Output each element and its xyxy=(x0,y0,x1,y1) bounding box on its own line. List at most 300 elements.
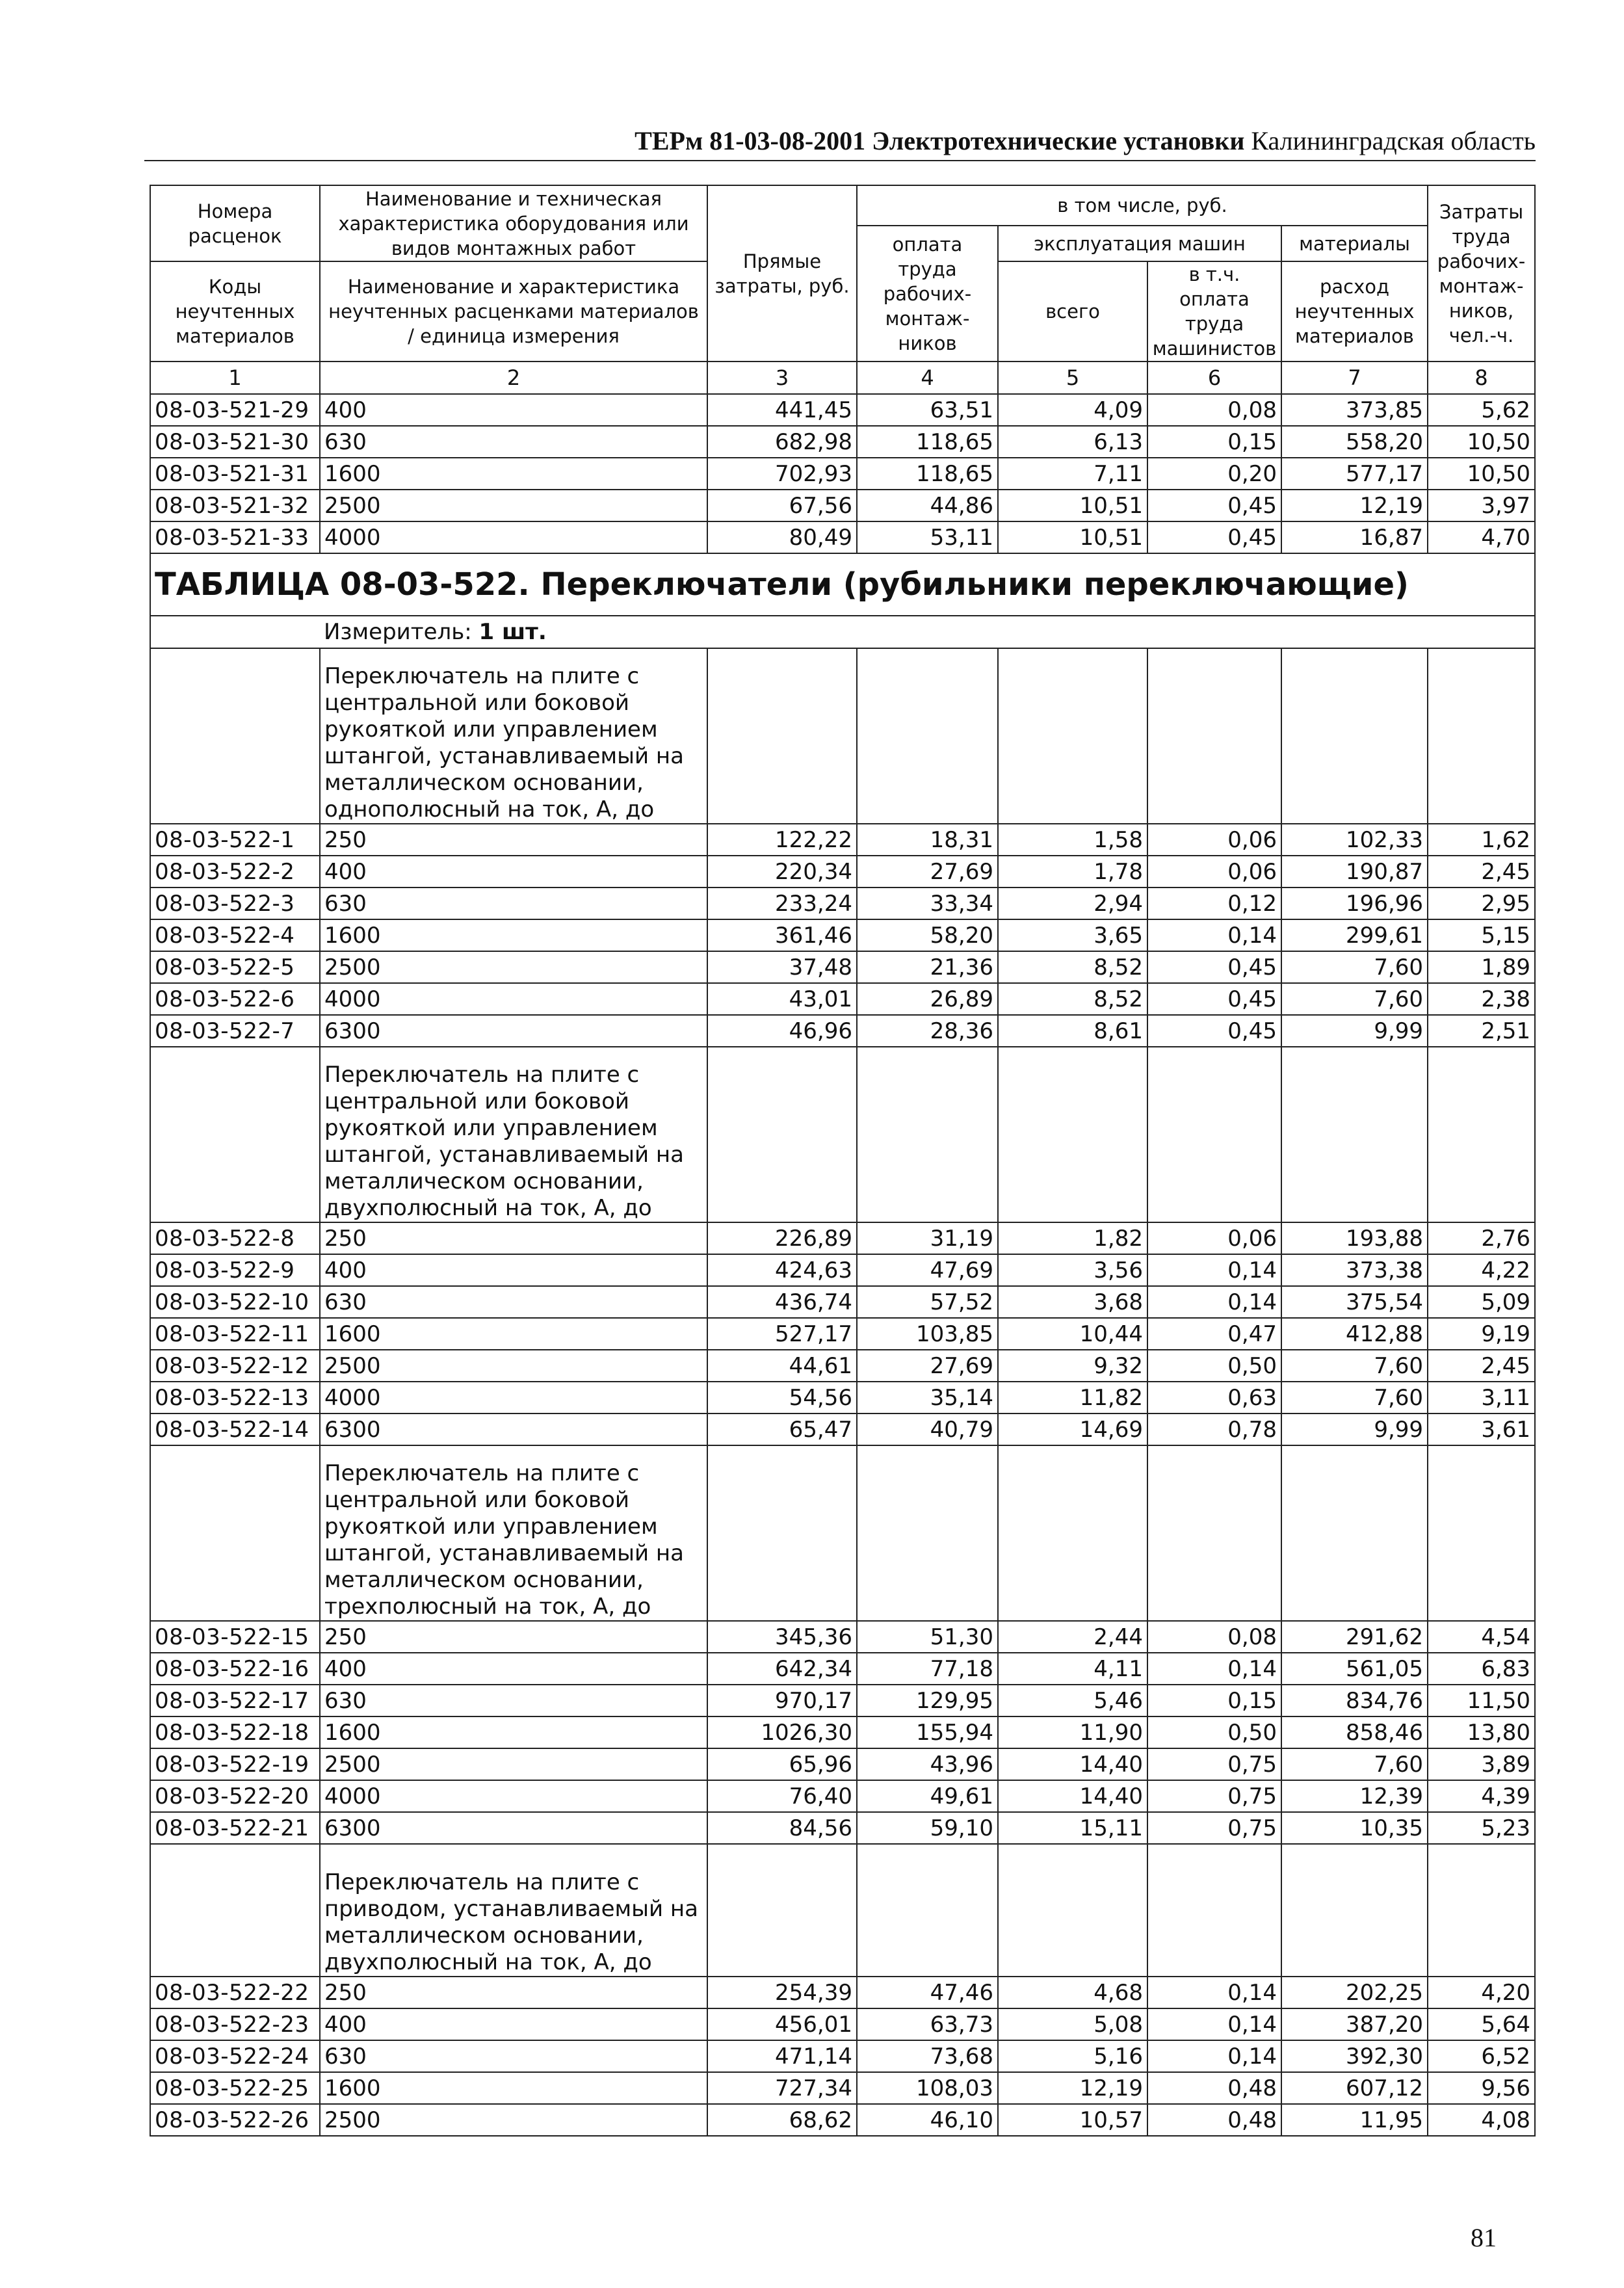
cell-machines: 8,52 xyxy=(998,983,1147,1015)
description-empty-cell xyxy=(998,1047,1147,1222)
cell-labor: 31,19 xyxy=(857,1222,998,1254)
cell-code: 08-03-522-16 xyxy=(150,1653,320,1685)
header-labor-hours: Затраты труда рабочих-монтаж-ников, чел.-ч. xyxy=(1428,185,1535,362)
cell-direct: 220,34 xyxy=(707,856,857,888)
section-description-row xyxy=(150,648,1535,824)
cell-direct: 702,93 xyxy=(707,458,857,490)
cell-code: 08-03-522-7 xyxy=(150,1015,320,1047)
table-row xyxy=(150,1382,1535,1414)
cell-name: 630 xyxy=(320,1685,707,1716)
cell-name: 1600 xyxy=(320,2072,707,2104)
cell-name: 400 xyxy=(320,856,707,888)
cell-operators: 0,14 xyxy=(1147,1254,1281,1286)
table-row xyxy=(150,2072,1535,2104)
cell-materials: 11,95 xyxy=(1281,2104,1428,2136)
measure-label: Измеритель: xyxy=(324,619,472,645)
table-row xyxy=(150,919,1535,951)
table-row xyxy=(150,1780,1535,1812)
cell-code: 08-03-522-4 xyxy=(150,919,320,951)
cell-machines: 14,40 xyxy=(998,1748,1147,1780)
cell-machines: 3,56 xyxy=(998,1254,1147,1286)
cell-operators: 0,08 xyxy=(1147,394,1281,426)
description-empty-cell xyxy=(857,1047,998,1222)
cell-operators: 0,45 xyxy=(1147,1015,1281,1047)
cell-materials: 412,88 xyxy=(1281,1318,1428,1350)
description-empty-cell xyxy=(857,1844,998,1977)
description-empty-cell xyxy=(1428,1047,1535,1222)
cell-materials: 607,12 xyxy=(1281,2072,1428,2104)
cell-materials: 7,60 xyxy=(1281,1382,1428,1414)
cell-direct: 471,14 xyxy=(707,2040,857,2072)
cell-operators: 0,20 xyxy=(1147,458,1281,490)
section-description: Переключатель на плите с приводом, устанавливаемый на металлическом основании, двухполюсный на ток, А, до xyxy=(320,1844,707,1977)
cell-machines: 3,68 xyxy=(998,1286,1147,1318)
cell-machines: 10,51 xyxy=(998,521,1147,553)
cell-labor: 27,69 xyxy=(857,1350,998,1382)
cell-machines: 7,11 xyxy=(998,458,1147,490)
cell-hours: 10,50 xyxy=(1428,458,1535,490)
cell-machines: 5,16 xyxy=(998,2040,1147,2072)
cell-operators: 0,47 xyxy=(1147,1318,1281,1350)
cell-materials: 375,54 xyxy=(1281,1286,1428,1318)
cell-direct: 441,45 xyxy=(707,394,857,426)
cell-code: 08-03-522-23 xyxy=(150,2008,320,2040)
cell-hours: 4,20 xyxy=(1428,1977,1535,2008)
description-empty-cell xyxy=(1281,1047,1428,1222)
cell-hours: 3,97 xyxy=(1428,490,1535,521)
cell-hours: 3,89 xyxy=(1428,1748,1535,1780)
cell-hours: 3,11 xyxy=(1428,1382,1535,1414)
cell-direct: 361,46 xyxy=(707,919,857,951)
cell-direct: 642,34 xyxy=(707,1653,857,1685)
cell-hours: 6,52 xyxy=(1428,2040,1535,2072)
cell-name: 4000 xyxy=(320,983,707,1015)
table-row xyxy=(150,1748,1535,1780)
cell-direct: 345,36 xyxy=(707,1621,857,1653)
cell-materials: 561,05 xyxy=(1281,1653,1428,1685)
description-empty-cell xyxy=(1147,1844,1281,1977)
cell-hours: 1,62 xyxy=(1428,824,1535,856)
cell-operators: 0,48 xyxy=(1147,2104,1281,2136)
cell-labor: 58,20 xyxy=(857,919,998,951)
description-empty-cell xyxy=(1147,648,1281,824)
cell-name: 2500 xyxy=(320,1748,707,1780)
cell-materials: 834,76 xyxy=(1281,1685,1428,1716)
table-row xyxy=(150,888,1535,919)
column-number: 4 xyxy=(857,362,998,394)
cell-operators: 0,15 xyxy=(1147,426,1281,458)
cell-code: 08-03-522-20 xyxy=(150,1780,320,1812)
table-row xyxy=(150,1653,1535,1685)
cell-materials: 373,85 xyxy=(1281,394,1428,426)
cell-materials: 7,60 xyxy=(1281,1748,1428,1780)
cell-labor: 118,65 xyxy=(857,426,998,458)
cell-code: 08-03-522-14 xyxy=(150,1414,320,1445)
cell-code: 08-03-522-5 xyxy=(150,951,320,983)
cell-operators: 0,45 xyxy=(1147,983,1281,1015)
column-number: 5 xyxy=(998,362,1147,394)
rates-table xyxy=(150,185,1536,2137)
cell-machines: 2,44 xyxy=(998,1621,1147,1653)
cell-code: 08-03-522-6 xyxy=(150,983,320,1015)
description-empty-cell xyxy=(707,1844,857,1977)
cell-operators: 0,14 xyxy=(1147,2040,1281,2072)
cell-name: 2500 xyxy=(320,490,707,521)
cell-operators: 0,14 xyxy=(1147,919,1281,951)
cell-code: 08-03-521-33 xyxy=(150,521,320,553)
header-codes: Номера расценок xyxy=(150,185,320,261)
cell-direct: 84,56 xyxy=(707,1812,857,1844)
table-row xyxy=(150,1254,1535,1286)
measure-row xyxy=(150,616,1535,648)
cell-code: 08-03-522-9 xyxy=(150,1254,320,1286)
cell-direct: 68,62 xyxy=(707,2104,857,2136)
cell-name: 400 xyxy=(320,1254,707,1286)
cell-code: 08-03-522-18 xyxy=(150,1716,320,1748)
cell-name: 2500 xyxy=(320,1350,707,1382)
cell-name: 400 xyxy=(320,2008,707,2040)
cell-operators: 0,75 xyxy=(1147,1748,1281,1780)
cell-labor: 26,89 xyxy=(857,983,998,1015)
cell-direct: 54,56 xyxy=(707,1382,857,1414)
cell-machines: 10,44 xyxy=(998,1318,1147,1350)
table-row xyxy=(150,1318,1535,1350)
cell-code: 08-03-522-15 xyxy=(150,1621,320,1653)
cell-code: 08-03-522-11 xyxy=(150,1318,320,1350)
cell-name: 4000 xyxy=(320,521,707,553)
cell-code: 08-03-522-24 xyxy=(150,2040,320,2072)
cell-labor: 129,95 xyxy=(857,1685,998,1716)
cell-materials: 16,87 xyxy=(1281,521,1428,553)
description-empty-cell xyxy=(150,1047,320,1222)
column-number: 8 xyxy=(1428,362,1535,394)
header-direct-costs: Прямые затраты, руб. xyxy=(707,185,857,362)
cell-labor: 73,68 xyxy=(857,2040,998,2072)
cell-machines: 8,61 xyxy=(998,1015,1147,1047)
cell-hours: 5,23 xyxy=(1428,1812,1535,1844)
cell-machines: 1,58 xyxy=(998,824,1147,856)
cell-name: 1600 xyxy=(320,919,707,951)
cell-hours: 2,45 xyxy=(1428,1350,1535,1382)
cell-machines: 4,68 xyxy=(998,1977,1147,2008)
table-row xyxy=(150,1350,1535,1382)
cell-machines: 10,57 xyxy=(998,2104,1147,2136)
description-empty-cell xyxy=(998,1844,1147,1977)
cell-labor: 49,61 xyxy=(857,1780,998,1812)
cell-labor: 118,65 xyxy=(857,458,998,490)
cell-name: 250 xyxy=(320,1621,707,1653)
description-empty-cell xyxy=(998,648,1147,824)
cell-code: 08-03-522-25 xyxy=(150,2072,320,2104)
cell-name: 6300 xyxy=(320,1812,707,1844)
cell-code: 08-03-522-12 xyxy=(150,1350,320,1382)
cell-machines: 14,40 xyxy=(998,1780,1147,1812)
header-operators-pay: в т.ч. оплата труда машинистов xyxy=(1147,261,1281,362)
table-row xyxy=(150,1716,1535,1748)
cell-materials: 7,60 xyxy=(1281,1350,1428,1382)
cell-operators: 0,15 xyxy=(1147,1685,1281,1716)
page-number: 81 xyxy=(1471,2223,1497,2252)
cell-name: 6300 xyxy=(320,1015,707,1047)
cell-labor: 43,96 xyxy=(857,1748,998,1780)
table-title-row xyxy=(150,553,1535,616)
cell-machines: 6,13 xyxy=(998,426,1147,458)
cell-labor: 108,03 xyxy=(857,2072,998,2104)
cell-operators: 0,45 xyxy=(1147,490,1281,521)
cell-hours: 3,61 xyxy=(1428,1414,1535,1445)
cell-name: 1600 xyxy=(320,1716,707,1748)
cell-operators: 0,45 xyxy=(1147,951,1281,983)
cell-name: 2500 xyxy=(320,951,707,983)
cell-machines: 9,32 xyxy=(998,1350,1147,1382)
cell-direct: 67,56 xyxy=(707,490,857,521)
cell-operators: 0,45 xyxy=(1147,521,1281,553)
section-description-row xyxy=(150,1844,1535,1977)
description-empty-cell xyxy=(707,1445,857,1621)
cell-code: 08-03-522-21 xyxy=(150,1812,320,1844)
cell-name: 630 xyxy=(320,888,707,919)
cell-hours: 4,70 xyxy=(1428,521,1535,553)
cell-materials: 392,30 xyxy=(1281,2040,1428,2072)
cell-machines: 5,08 xyxy=(998,2008,1147,2040)
section-description: Переключатель на плите с центральной или боковой рукояткой или управлением штангой, устанавливаемый на металлическом основании, однополюсный на ток, А, до xyxy=(320,648,707,824)
cell-materials: 9,99 xyxy=(1281,1015,1428,1047)
cell-hours: 2,95 xyxy=(1428,888,1535,919)
cell-code: 08-03-521-29 xyxy=(150,394,320,426)
cell-machines: 2,94 xyxy=(998,888,1147,919)
table-row xyxy=(150,824,1535,856)
cell-hours: 4,22 xyxy=(1428,1254,1535,1286)
table-row xyxy=(150,2104,1535,2136)
cell-name: 630 xyxy=(320,426,707,458)
column-number: 2 xyxy=(320,362,707,394)
cell-materials: 202,25 xyxy=(1281,1977,1428,2008)
cell-code: 08-03-522-8 xyxy=(150,1222,320,1254)
cell-hours: 4,08 xyxy=(1428,2104,1535,2136)
cell-direct: 682,98 xyxy=(707,426,857,458)
cell-name: 250 xyxy=(320,1222,707,1254)
cell-direct: 1026,30 xyxy=(707,1716,857,1748)
header-material-description: Наименование и характеристика неучтенных расценками материалов / единица измерения xyxy=(320,261,707,362)
cell-operators: 0,06 xyxy=(1147,824,1281,856)
description-empty-cell xyxy=(150,648,320,824)
cell-operators: 0,50 xyxy=(1147,1716,1281,1748)
cell-direct: 122,22 xyxy=(707,824,857,856)
cell-hours: 2,76 xyxy=(1428,1222,1535,1254)
cell-hours: 5,64 xyxy=(1428,2008,1535,2040)
cell-labor: 53,11 xyxy=(857,521,998,553)
table-row xyxy=(150,1286,1535,1318)
cell-hours: 4,39 xyxy=(1428,1780,1535,1812)
cell-operators: 0,14 xyxy=(1147,1977,1281,2008)
cell-materials: 196,96 xyxy=(1281,888,1428,919)
cell-direct: 80,49 xyxy=(707,521,857,553)
cell-direct: 65,96 xyxy=(707,1748,857,1780)
cell-materials: 7,60 xyxy=(1281,983,1428,1015)
table-row xyxy=(150,1685,1535,1716)
cell-machines: 15,11 xyxy=(998,1812,1147,1844)
table-row xyxy=(150,2008,1535,2040)
cell-hours: 1,89 xyxy=(1428,951,1535,983)
description-empty-cell xyxy=(150,1445,320,1621)
cell-labor: 28,36 xyxy=(857,1015,998,1047)
cell-labor: 21,36 xyxy=(857,951,998,983)
description-empty-cell xyxy=(707,1047,857,1222)
document-title: Электротехнические установки xyxy=(872,126,1245,155)
table-row xyxy=(150,1621,1535,1653)
cell-labor: 35,14 xyxy=(857,1382,998,1414)
description-empty-cell xyxy=(998,1445,1147,1621)
cell-code: 08-03-522-10 xyxy=(150,1286,320,1318)
cell-machines: 4,09 xyxy=(998,394,1147,426)
table-row xyxy=(150,1812,1535,1844)
column-number: 3 xyxy=(707,362,857,394)
cell-hours: 9,19 xyxy=(1428,1318,1535,1350)
header-including: в том числе, руб. xyxy=(857,185,1428,226)
cell-labor: 46,10 xyxy=(857,2104,998,2136)
cell-direct: 76,40 xyxy=(707,1780,857,1812)
cell-labor: 47,46 xyxy=(857,1977,998,2008)
cell-code: 08-03-522-3 xyxy=(150,888,320,919)
cell-labor: 33,34 xyxy=(857,888,998,919)
table-row xyxy=(150,2040,1535,2072)
cell-labor: 59,10 xyxy=(857,1812,998,1844)
cell-code: 08-03-521-32 xyxy=(150,490,320,521)
table-row xyxy=(150,1414,1535,1445)
cell-code: 08-03-522-17 xyxy=(150,1685,320,1716)
cell-operators: 0,78 xyxy=(1147,1414,1281,1445)
cell-machines: 10,51 xyxy=(998,490,1147,521)
cell-materials: 7,60 xyxy=(1281,951,1428,983)
cell-code: 08-03-521-31 xyxy=(150,458,320,490)
cell-hours: 5,62 xyxy=(1428,394,1535,426)
cell-name: 2500 xyxy=(320,2104,707,2136)
cell-name: 4000 xyxy=(320,1382,707,1414)
cell-name: 630 xyxy=(320,1286,707,1318)
table-row xyxy=(150,1977,1535,2008)
cell-hours: 9,56 xyxy=(1428,2072,1535,2104)
table-title: ТАБЛИЦА 08-03-522. Переключатели (рубильники переключающие) xyxy=(150,553,1535,616)
cell-machines: 1,82 xyxy=(998,1222,1147,1254)
cell-operators: 0,63 xyxy=(1147,1382,1281,1414)
cell-code: 08-03-522-2 xyxy=(150,856,320,888)
table-row xyxy=(150,490,1535,521)
cell-code: 08-03-522-19 xyxy=(150,1748,320,1780)
cell-materials: 558,20 xyxy=(1281,426,1428,458)
cell-materials: 291,62 xyxy=(1281,1621,1428,1653)
cell-labor: 155,94 xyxy=(857,1716,998,1748)
cell-hours: 6,83 xyxy=(1428,1653,1535,1685)
measure-value: 1 шт. xyxy=(478,619,547,645)
cell-labor: 18,31 xyxy=(857,824,998,856)
cell-hours: 10,50 xyxy=(1428,426,1535,458)
document-code: ТЕРм 81-03-08-2001 xyxy=(635,126,866,155)
cell-labor: 63,51 xyxy=(857,394,998,426)
table-row xyxy=(150,983,1535,1015)
cell-materials: 387,20 xyxy=(1281,2008,1428,2040)
cell-code: 08-03-522-1 xyxy=(150,824,320,856)
cell-direct: 727,34 xyxy=(707,2072,857,2104)
cell-name: 6300 xyxy=(320,1414,707,1445)
header-machines-total: всего xyxy=(998,261,1147,362)
cell-code: 08-03-522-13 xyxy=(150,1382,320,1414)
cell-name: 400 xyxy=(320,1653,707,1685)
table-row xyxy=(150,521,1535,553)
cell-materials: 193,88 xyxy=(1281,1222,1428,1254)
cell-materials: 10,35 xyxy=(1281,1812,1428,1844)
description-empty-cell xyxy=(1281,1844,1428,1977)
cell-hours: 2,38 xyxy=(1428,983,1535,1015)
header-machines: эксплуатация машин xyxy=(998,226,1281,261)
cell-name: 250 xyxy=(320,1977,707,2008)
description-empty-cell xyxy=(1428,1844,1535,1977)
cell-operators: 0,48 xyxy=(1147,2072,1281,2104)
table-row xyxy=(150,1222,1535,1254)
cell-direct: 424,63 xyxy=(707,1254,857,1286)
cell-code: 08-03-522-26 xyxy=(150,2104,320,2136)
cell-name: 400 xyxy=(320,394,707,426)
cell-operators: 0,14 xyxy=(1147,1653,1281,1685)
description-empty-cell xyxy=(1147,1047,1281,1222)
cell-operators: 0,08 xyxy=(1147,1621,1281,1653)
cell-hours: 2,45 xyxy=(1428,856,1535,888)
cell-labor: 77,18 xyxy=(857,1653,998,1685)
cell-materials: 12,19 xyxy=(1281,490,1428,521)
cell-labor: 47,69 xyxy=(857,1254,998,1286)
cell-labor: 27,69 xyxy=(857,856,998,888)
cell-code: 08-03-522-22 xyxy=(150,1977,320,2008)
cell-machines: 14,69 xyxy=(998,1414,1147,1445)
description-empty-cell xyxy=(1147,1445,1281,1621)
cell-code: 08-03-521-30 xyxy=(150,426,320,458)
measure-cell xyxy=(320,616,1535,648)
cell-direct: 233,24 xyxy=(707,888,857,919)
header-description: Наименование и техническая характеристика оборудования или видов монтажных работ xyxy=(320,185,707,261)
cell-hours: 13,80 xyxy=(1428,1716,1535,1748)
cell-machines: 5,46 xyxy=(998,1685,1147,1716)
cell-name: 4000 xyxy=(320,1780,707,1812)
cell-direct: 436,74 xyxy=(707,1286,857,1318)
cell-machines: 4,11 xyxy=(998,1653,1147,1685)
cell-materials: 9,99 xyxy=(1281,1414,1428,1445)
cell-operators: 0,12 xyxy=(1147,888,1281,919)
cell-direct: 970,17 xyxy=(707,1685,857,1716)
cell-operators: 0,75 xyxy=(1147,1812,1281,1844)
header-material-codes: Коды неучтенных материалов xyxy=(150,261,320,362)
cell-materials: 577,17 xyxy=(1281,458,1428,490)
column-numbers-row xyxy=(150,362,1535,394)
cell-name: 1600 xyxy=(320,1318,707,1350)
cell-name: 1600 xyxy=(320,458,707,490)
header-unaccounted-materials: расход неучтенных материалов xyxy=(1281,261,1428,362)
description-empty-cell xyxy=(707,648,857,824)
cell-materials: 190,87 xyxy=(1281,856,1428,888)
cell-operators: 0,06 xyxy=(1147,1222,1281,1254)
cell-direct: 65,47 xyxy=(707,1414,857,1445)
table-row xyxy=(150,856,1535,888)
running-header xyxy=(144,122,1536,161)
cell-hours: 4,54 xyxy=(1428,1621,1535,1653)
cell-operators: 0,06 xyxy=(1147,856,1281,888)
cell-machines: 3,65 xyxy=(998,919,1147,951)
section-description: Переключатель на плите с центральной или боковой рукояткой или управлением штангой, устанавливаемый на металлическом основании, двухполюсный на ток, А, до xyxy=(320,1047,707,1222)
table-row xyxy=(150,426,1535,458)
header-materials: материалы xyxy=(1281,226,1428,261)
description-empty-cell xyxy=(1428,648,1535,824)
cell-operators: 0,50 xyxy=(1147,1350,1281,1382)
cell-operators: 0,14 xyxy=(1147,1286,1281,1318)
description-empty-cell xyxy=(150,1844,320,1977)
